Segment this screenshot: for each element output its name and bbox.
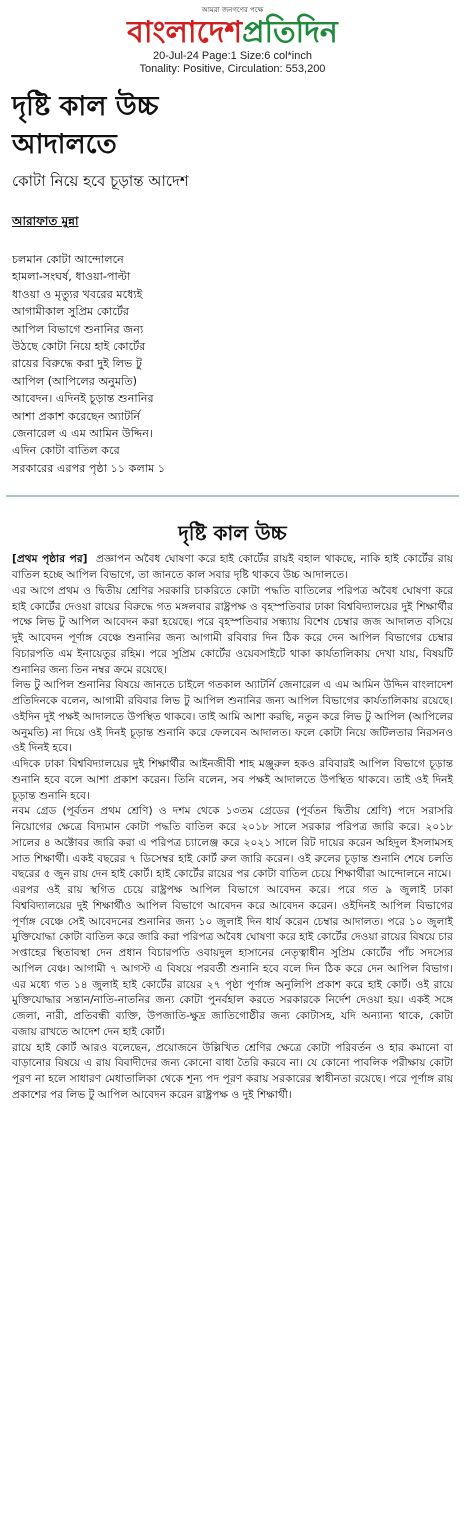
lead-line: জেনারেল এ এম আমিন উদ্দিন। [12, 427, 153, 441]
paragraph-text: প্রজ্ঞাপন অবৈধ ঘোষণা করে হাই কোর্টের রায়ই বহাল থাকছে, নাকি হাই কোর্টের রায় বাতিল হচ্ছে আপিল বিভাগে, তা জানতে কাল সবার দৃষ্টি থাকবে উচ্চ আদালতে। [12, 553, 453, 582]
body-paragraph: এদিকে ঢাকা বিশ্ববিদ্যালয়ের দুই শিক্ষার্থীর আইনজীবী শাহ মঞ্জুরুল হকও রবিবারই আপিল বিভাগে চূড়ান্ত শুনানি হবে বলে আশা প্রকাশ করেন। তিনি বলেন, সব পক্ষই আদালতে উপস্থিত থাকবে। তাই ওই দিনই চূড়ান্ত শুনানি হবে। [12, 758, 453, 802]
lead-line: রায়ের বিরুদ্ধে করা দুই লিভ টু [12, 357, 143, 371]
body-paragraph: নবম গ্রেড (পূর্বতন প্রথম শ্রেণি) ও দশম থেকে ১৩তম গ্রেডের (পূর্বতন দ্বিতীয় শ্রেণি) পদে সরাসরি নিয়োগের ক্ষেত্রে বিদ্যমান কোটা পদ্ধতি বাতিল করে ২০১৮ সালে সরকার পরিপত্র জারি করে। ২০১৮ সালের ৪ অক্টোবর জারি করা এ পরিপত্র চ্যালেঞ্জ করে ২০২১ সালে রিট দায়ের করেন অহিদুল ইসলামসহ সাত শিক্ষার্থী। একই বছরের ৭ ডিসেম্বর হাই কোর্ট রুল জারি করেন। ওই রুলের চূড়ান্ত শুনানি শেষে চলতি বছরের ৫ জুন রায় দেন হাই কোর্ট। হাই কোর্টের রায়ের পর কোটা বাতিল চেয়ে শিক্ষার্থীরা আন্দোলনে নামে। [12, 805, 453, 881]
clipping-meta [0, 50, 465, 76]
logo-part-1: বাংলাদেশ [127, 15, 243, 50]
lead-line: আপিল (আপিলের অনুমতি) [12, 374, 138, 388]
lead-line: আগামীকাল সুপ্রিম কোর্টের [12, 305, 130, 319]
article-byline: আরাফাত মুন্না [12, 214, 79, 228]
continuation-tag: [প্রথম পৃষ্ঠার পর] [12, 553, 88, 566]
lead-line: আপিল বিভাগে শুনানির জন্য [12, 322, 144, 336]
lead-line: এদিন কোটা বাতিল করে [12, 444, 120, 458]
lead-line: আশা প্রকাশ করেছেন অ্যাটর্নি [12, 409, 141, 423]
body-paragraph [12, 552, 453, 584]
article-headline: দৃষ্টি কাল উচ্চ আদালতে [12, 91, 159, 160]
masthead [0, 0, 465, 50]
lead-line: ধাওয়া ও মৃত্যুর খবরের মধ্যেই [12, 287, 143, 301]
lead-line: উঠছে কোটা নিয়ে হাই কোর্টের [12, 340, 146, 354]
continuation-title: দৃষ্টি কাল উচ্চ [178, 521, 287, 546]
lead-line: সরকারের এরপর পৃষ্ঠা ১১ কলাম ১ [12, 461, 166, 475]
meta-line-2: Tonality: Positive, Circulation: 553,200 [139, 63, 326, 75]
newspaper-logo [0, 16, 465, 50]
body-paragraph: রায়ে হাই কোর্ট আরও বলেছেন, প্রয়োজনে উল্লিখিত শ্রেণির ক্ষেত্রে কোটা পরিবর্তন ও হার কমানো বা বাড়ানোর বিষয়ে এ রায় বিবাদীদের জন্য কোনো বাধা তৈরি করবে না। যে কোনো পাবলিক পরীক্ষায় কোটা পূরণ না হলে সাধারণ মেধাতালিকা থেকে শূন্য পদ পূরণ করায় সরকারের স্বাধীনতা রয়েছে। পরে পূর্ণাঙ্গ রায় প্রকাশের পর লিভ টু আপিল আবেদন করেন রাষ্ট্রপক্ষ ও দুই শিক্ষার্থী। [12, 1041, 453, 1101]
article-subheadline: কোটা নিয়ে হবে চূড়ান্ত আদেশ [12, 172, 189, 190]
lead-line: আবেদন। এদিনই চূড়ান্ত শুনানির [12, 392, 154, 406]
body-paragraph: লিভ টু আপিল শুনানির বিষয়ে জানতে চাইলে গতকাল অ্যাটর্নি জেনারেল এ এম আমিন উদ্দিন বাংলাদেশ প্রতিদিনকে বলেন, আগামী রবিবার লিভ টু আপিল শুনানির জন্য আপিল বিভাগের কার্যতালিকায় রয়েছে। ওইদিন দুই পক্ষই আদালতে উপস্থিত থাকবে। তাই আমি আশা করছি, নতুন করে লিভ টু আপিল (আপিলের অনুমতি) না দিয়ে ওই দিনই চূড়ান্ত শুনানি করে ফেলবেন আদালত। ফলে কোটা নিয়ে জটিলতার নিরসনও ওই দিনই হবে। [12, 679, 453, 755]
lead-line: হামলা-সংঘর্ষ, ধাওয়া-পাল্টা [12, 270, 131, 284]
masthead-tagline: আমরা জনগণের পক্ষে [201, 6, 264, 14]
section-divider [6, 495, 459, 497]
lead-line: চলমান কোটা আন্দোলনে [12, 253, 124, 266]
logo-part-2: প্রতিদিন [242, 15, 338, 50]
body-paragraph: এর আগে প্রথম ও দ্বিতীয় শ্রেণির সরকারি চাকরিতে কোটা পদ্ধতি বাতিলের পরিপত্র অবৈধ ঘোষণা করে হাই কোর্টের দেওয়া রায়ের বিরুদ্ধে গত মঙ্গলবার রাষ্ট্রপক্ষ ও বৃহস্পতিবার ঢাকা বিশ্ববিদ্যালয়ের দুই শিক্ষার্থীর পক্ষে লিভ টু আপিল আবেদন করা হয়েছে। পরে বৃহস্পতিবার সন্ধ্যায় বিশেষ চেম্বার জজ আদালত বসিয়ে দুই আবেদন পূর্ণাঙ্গ বেঞ্চে শুনানির জন্য আগামী রবিবার দিন ঠিক করে দেন আপিল বিভাগের চেম্বার বিচারপতি এম ইনায়েতুর রহিম। পরে সুপ্রিম কোর্টের ওয়েবসাইটে থাকা কার্যতালিকায় দেখা যায়, বিষয়টি শুনানির জন্য তিন নম্বর ক্রমে রয়েছে। [12, 584, 453, 676]
article-lead [12, 251, 262, 477]
meta-line-1: 20-Jul-24 Page:1 Size:6 col*inch [153, 50, 312, 62]
continuation-body [12, 552, 453, 1103]
body-paragraph: এরপর ওই রায় স্থগিত চেয়ে রাষ্ট্রপক্ষ আপিল বিভাগে আবেদন করে। পরে গত ৯ জুলাই ঢাকা বিশ্ববিদ্যালয়ের দুই শিক্ষার্থীও আপিল বিভাগে আবেদন করে আবেদন করেন। ওইদিনই আপিল বিভাগের পূর্ণাঙ্গ বেঞ্চে সেই আবেদনের শুনানির জন্য ১০ জুলাই দিন ধার্য করেন চেম্বার আদালত। পরে ১০ জুলাই মুক্তিযোদ্ধা কোটা বাতিল করে জারি করা পরিপত্র অবৈধ ঘোষণা করে হাই কোর্টের দেওয়া রায়ের বিষয়ে চার সপ্তাহের স্থিতাবস্থা দেন প্রধান বিচারপতি ওবায়দুল হাসানের নেতৃত্বাধীন সুপ্রিম কোর্টের পাঁচ সদস্যের আপিল বেঞ্চ। আগামী ৭ আগস্ট এ বিষয়ে পরবর্তী শুনানি হবে বলে দিন ঠিক করে দেন আপিল বিভাগ। এর মধ্যে গত ১৪ জুলাই হাই কোর্টের রায়ের ২৭ পৃষ্ঠা পূর্ণাঙ্গ অনুলিপি প্রকাশ করে হাই কোর্ট। ওই রায়ে মুক্তিযোদ্ধার সন্তান/নাতি-নাতনির জন্য কোটা পুনর্বহাল করতে সরকারকে নির্দেশ দেওয়া হয়। একই সঙ্গে জেলা, নারী, প্রতিবন্ধী ব্যক্তি, উপজাতি-ক্ষুদ্র জাতিগোষ্ঠীর জন্য কোটাসহ, যদি অন্যান্য থাকে, কোটা বজায় রাখতে আদেশ দেন হাই কোর্ট। [12, 884, 453, 1038]
